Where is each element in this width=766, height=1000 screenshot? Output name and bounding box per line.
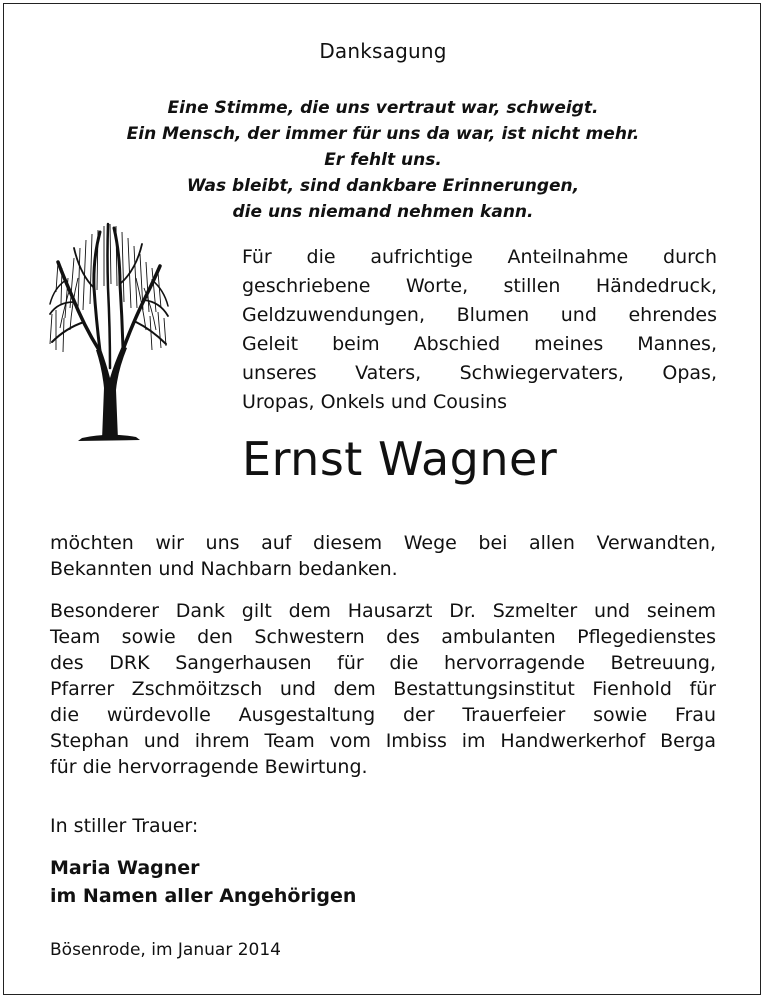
poem-line: Ein Mensch, der immer für uns da war, ist nicht mehr. [126, 124, 640, 144]
poem-line: Was bleibt, sind dankbare Erinnerungen, [186, 176, 580, 196]
notice-title: Danksagung [319, 39, 447, 63]
tree-trunk [96, 346, 127, 440]
paragraph-line: Pfarrer Zschmöitzsch und dem Bestattungsinstitut Fienhold für [50, 678, 716, 700]
intro-line: Uropas, Onkels und Cousins [242, 391, 508, 413]
paragraph-line: für die hervorragende Bewirtung. [50, 756, 368, 778]
poem-line: die uns niemand nehmen kann. [232, 202, 534, 222]
paragraph-line: Team sowie den Schwestern des ambulanten Pflegedienstes [50, 626, 716, 648]
deceased-name: Ernst Wagner [242, 432, 558, 486]
intro-line: Geleit beim Abschied meines Mannes, [242, 333, 717, 355]
paragraph-line: Besonderer Dank gilt dem Hausarzt Dr. Szmelter und seinem [50, 600, 716, 622]
poem-line: Er fehlt uns. [324, 150, 442, 170]
signers [50, 854, 356, 910]
mourning-line: In stiller Trauer: [50, 815, 199, 837]
intro-text [242, 243, 717, 417]
thanks-paragraph [50, 530, 716, 582]
paragraph-line: Bekannten und Nachbarn bedanken. [50, 558, 398, 580]
place-date: Bösenrode, im Januar 2014 [50, 940, 281, 960]
signer-name: Maria Wagner [50, 857, 200, 879]
intro-line: Für die aufrichtige Anteilnahme durch [242, 246, 717, 268]
poem [0, 95, 766, 225]
intro-line: Geldzuwendungen, Blumen und ehrendes [242, 304, 717, 326]
poem-line: Eine Stimme, die uns vertraut war, schweigt. [167, 98, 599, 118]
intro-line: geschriebene Worte, stillen Händedruck, [242, 275, 717, 297]
paragraph-line: des DRK Sangerhausen für die hervorragende Betreuung, [50, 652, 716, 674]
signer-note: im Namen aller Angehörigen [50, 885, 357, 907]
paragraph-line: Stephan und ihrem Team vom Imbiss im Handwerkerhof Berga [50, 730, 716, 752]
intro-line: unseres Vaters, Schwiegervaters, Opas, [242, 362, 717, 384]
tree-illustration [44, 218, 172, 444]
paragraph-line: möchten wir uns auf diesem Wege bei allen Verwandten, [50, 532, 716, 554]
paragraph-line: die würdevolle Ausgestaltung der Trauerfeier sowie Frau [50, 704, 716, 726]
special-thanks-paragraph [50, 598, 716, 780]
